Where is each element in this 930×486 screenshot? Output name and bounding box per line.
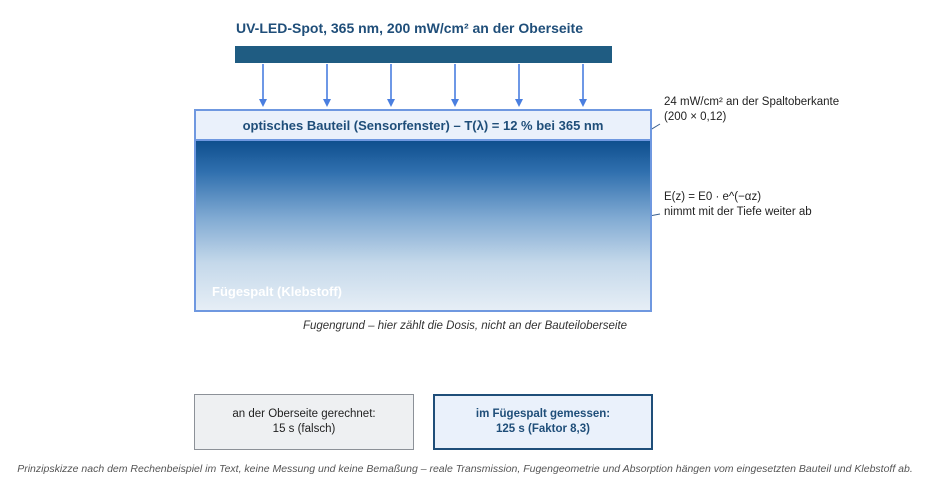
result-box-gap-line2: 125 s (Faktor 8,3) — [496, 423, 590, 435]
gap-bottom-caption: Fugengrund – hier zählt die Dosis, nicht an der Bauteiloberseite — [302, 320, 628, 332]
annotation-gap-top-line2: (200 × 0,12) — [664, 111, 727, 123]
optical-component — [194, 109, 652, 141]
diagram-title: UV-LED-Spot, 365 nm, 200 mW/cm² an der Oberseite — [236, 20, 583, 36]
annotation-attenuation-line2: nimmt mit der Tiefe weiter ab — [664, 206, 812, 218]
adhesive-gap-label: Fügespalt (Klebstoff) — [212, 284, 342, 299]
result-box-surface — [194, 394, 414, 450]
annotation-gap-top — [664, 95, 839, 125]
result-box-gap — [433, 394, 653, 450]
annotation-attenuation — [664, 190, 812, 220]
annotation-attenuation-line1: E(z) = E0 · e^(−αz) — [664, 191, 762, 203]
annotation-gap-top-line1: 24 mW/cm² an der Spaltoberkante — [664, 96, 840, 108]
result-box-gap-line1: im Fügespalt gemessen: — [475, 408, 611, 420]
uv-led-spot-bar — [235, 46, 612, 63]
result-box-surface-line2: 15 s (falsch) — [272, 423, 336, 435]
footnote: Prinzipskizze nach dem Rechenbeispiel im Text, keine Messung und keine Bemaßung – reale Transmission, Fugengeometrie und Absorption hängen vom eingesetzten Bauteil und Klebstoff ab. — [17, 463, 913, 475]
result-box-surface-line1: an der Oberseite gerechnet: — [232, 408, 376, 420]
optical-component-label: optisches Bauteil (Sensorfenster) – T(λ) = 12 % bei 365 nm — [242, 117, 604, 133]
